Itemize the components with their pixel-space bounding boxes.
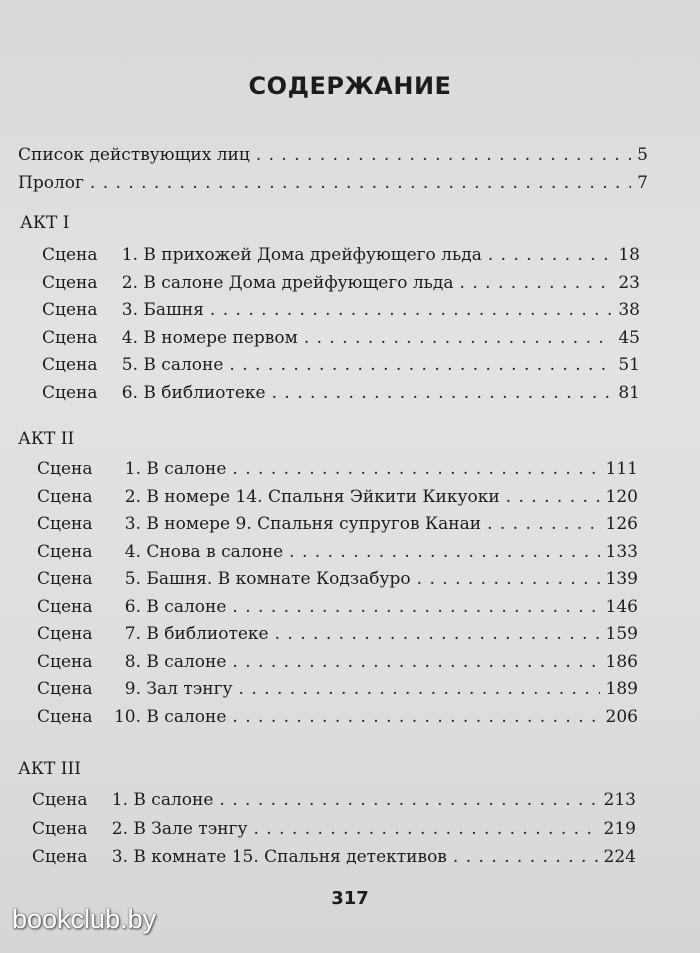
scene-number: 5. (124, 569, 141, 589)
entry-title: Пролог (18, 173, 84, 193)
entry-page-number: 219 (603, 818, 636, 839)
scene-number: 7. (124, 624, 141, 644)
dot-leader (232, 595, 599, 619)
entry-page-number: 45 (618, 327, 640, 348)
scene-number: 10. (113, 706, 141, 727)
entry-page-number: 139 (605, 569, 638, 589)
entry-page-number: 18 (618, 245, 640, 265)
scene-number: 1. (124, 459, 141, 479)
toc-entry (18, 143, 648, 167)
scene-number: 4. (124, 541, 141, 562)
entry-title: В салоне (143, 355, 224, 375)
toc-scene-entry (42, 381, 640, 405)
scene-number: 8. (124, 651, 141, 672)
dot-leader (487, 512, 599, 536)
dot-leader (232, 457, 599, 481)
scene-word: Сцена (37, 651, 93, 672)
scene-word: Сцена (42, 300, 98, 320)
scene-word: Сцена (42, 272, 98, 293)
dot-leader (232, 705, 599, 729)
toc-scene-entry (37, 650, 638, 674)
scene-number: 5. (121, 355, 138, 375)
dot-leader (304, 326, 613, 350)
entry-title: В салоне (146, 651, 227, 672)
scene-number: 3. (124, 514, 141, 534)
scene-number: 2. (121, 272, 138, 293)
toc-scene-entry (37, 677, 638, 701)
scene-word: Сцена (37, 679, 93, 699)
watermark-logo: bookclub.by (12, 904, 157, 934)
scene-word: Сцена (32, 818, 88, 839)
entry-title: Список действующих лиц (18, 145, 250, 165)
dot-leader (460, 271, 613, 295)
scene-word: Сцена (42, 327, 98, 348)
entry-page-number: 51 (618, 355, 640, 375)
dot-leader (253, 817, 597, 841)
dot-leader (232, 650, 599, 674)
entry-title: В номере 9. Спальня супругов Канаи (146, 514, 482, 534)
entry-page-number: 186 (605, 651, 638, 672)
entry-page-number: 81 (618, 382, 640, 403)
dot-leader (506, 485, 600, 509)
entry-page-number: 120 (605, 486, 638, 507)
entry-title: В Зале тэнгу (133, 818, 248, 839)
scene-number: 1. (111, 790, 128, 810)
toc-scene-entry (37, 705, 638, 729)
entry-title: В салоне (146, 706, 227, 727)
toc-scene-entry (37, 485, 638, 509)
toc-scene-entry (42, 326, 640, 350)
toc-scene-entry (32, 817, 636, 841)
dot-leader (272, 381, 613, 405)
entry-page-number: 23 (618, 272, 640, 293)
dot-leader (90, 171, 631, 195)
scene-number: 6. (124, 596, 141, 617)
toc-scene-entry (42, 353, 640, 377)
scene-word: Сцена (42, 355, 98, 375)
entry-title: В салоне Дома дрейфующего льда (143, 272, 454, 293)
scene-number: 4. (121, 327, 138, 348)
entry-page-number: 159 (605, 624, 638, 644)
entry-title: Башня (143, 300, 204, 320)
scene-word: Сцена (37, 596, 93, 617)
entry-page-number: 111 (605, 459, 638, 479)
page-number: 317 (331, 888, 369, 909)
dot-leader (488, 243, 613, 267)
entry-title: В номере первом (143, 327, 298, 348)
scene-word: Сцена (32, 847, 88, 867)
entry-page-number: 224 (603, 847, 636, 867)
dot-leader (229, 353, 612, 377)
entry-title: В номере 14. Спальня Эйкити Кикуоки (146, 486, 500, 507)
scene-number: 2. (111, 818, 128, 839)
dot-leader (453, 845, 598, 869)
entry-title: В комнате 15. Спальня детективов (133, 847, 447, 867)
toc-scene-entry (37, 540, 638, 564)
entry-title: Снова в салоне (146, 541, 284, 562)
scene-word: Сцена (37, 569, 93, 589)
entry-page-number: 126 (605, 514, 638, 534)
scene-number: 3. (111, 847, 128, 867)
toc-scene-entry (37, 457, 638, 481)
act-heading: АКТ II (18, 429, 75, 449)
entry-title: В салоне (146, 596, 227, 617)
entry-title: В прихожей Дома дрейфующего льда (143, 245, 482, 265)
scene-word: Сцена (37, 486, 93, 507)
scene-number: 1. (121, 245, 138, 265)
scene-number: 6. (121, 382, 138, 403)
entry-page-number: 146 (605, 596, 638, 617)
entry-title: В библиотеке (146, 624, 269, 644)
toc-entry (18, 171, 648, 195)
dot-leader (219, 788, 597, 812)
toc-scene-entry (42, 271, 640, 295)
page-title: СОДЕРЖАНИЕ (248, 72, 452, 100)
scene-number: 3. (121, 300, 138, 320)
entry-title: В салоне (146, 459, 227, 479)
toc-scene-entry (37, 567, 638, 591)
scene-word: Сцена (42, 245, 98, 265)
scene-word: Сцена (37, 514, 93, 534)
scene-number: 9. (124, 679, 141, 699)
toc-scene-entry (42, 243, 640, 267)
dot-leader (275, 622, 600, 646)
entry-title: Башня. В комнате Кодзабуро (146, 569, 411, 589)
act-heading: АКТ I (20, 213, 70, 233)
scene-word: Сцена (37, 459, 93, 479)
entry-title: Зал тэнгу (146, 679, 233, 699)
toc-scene-entry (42, 298, 640, 322)
toc-scene-entry (37, 595, 638, 619)
toc-scene-entry (37, 512, 638, 536)
dot-leader (239, 677, 600, 701)
dot-leader (256, 143, 631, 167)
dot-leader (417, 567, 600, 591)
entry-page-number: 133 (605, 541, 638, 562)
scene-word: Сцена (37, 624, 93, 644)
scene-word: Сцена (37, 541, 93, 562)
act-heading: АКТ III (18, 759, 81, 779)
scene-word: Сцена (32, 790, 88, 810)
scene-word: Сцена (42, 382, 98, 403)
scene-word: Сцена (37, 706, 93, 727)
toc-scene-entry (32, 788, 636, 812)
entry-title: В библиотеке (143, 382, 266, 403)
toc-scene-entry (37, 622, 638, 646)
entry-page-number: 38 (618, 300, 640, 320)
toc-scene-entry (32, 845, 636, 869)
scene-number: 2. (124, 486, 141, 507)
entry-page-number: 7 (637, 173, 648, 193)
dot-leader (289, 540, 599, 564)
entry-page-number: 189 (605, 679, 638, 699)
entry-title: В салоне (133, 790, 214, 810)
entry-page-number: 206 (605, 706, 638, 727)
entry-page-number: 213 (603, 790, 636, 810)
dot-leader (210, 298, 612, 322)
entry-page-number: 5 (637, 145, 648, 165)
